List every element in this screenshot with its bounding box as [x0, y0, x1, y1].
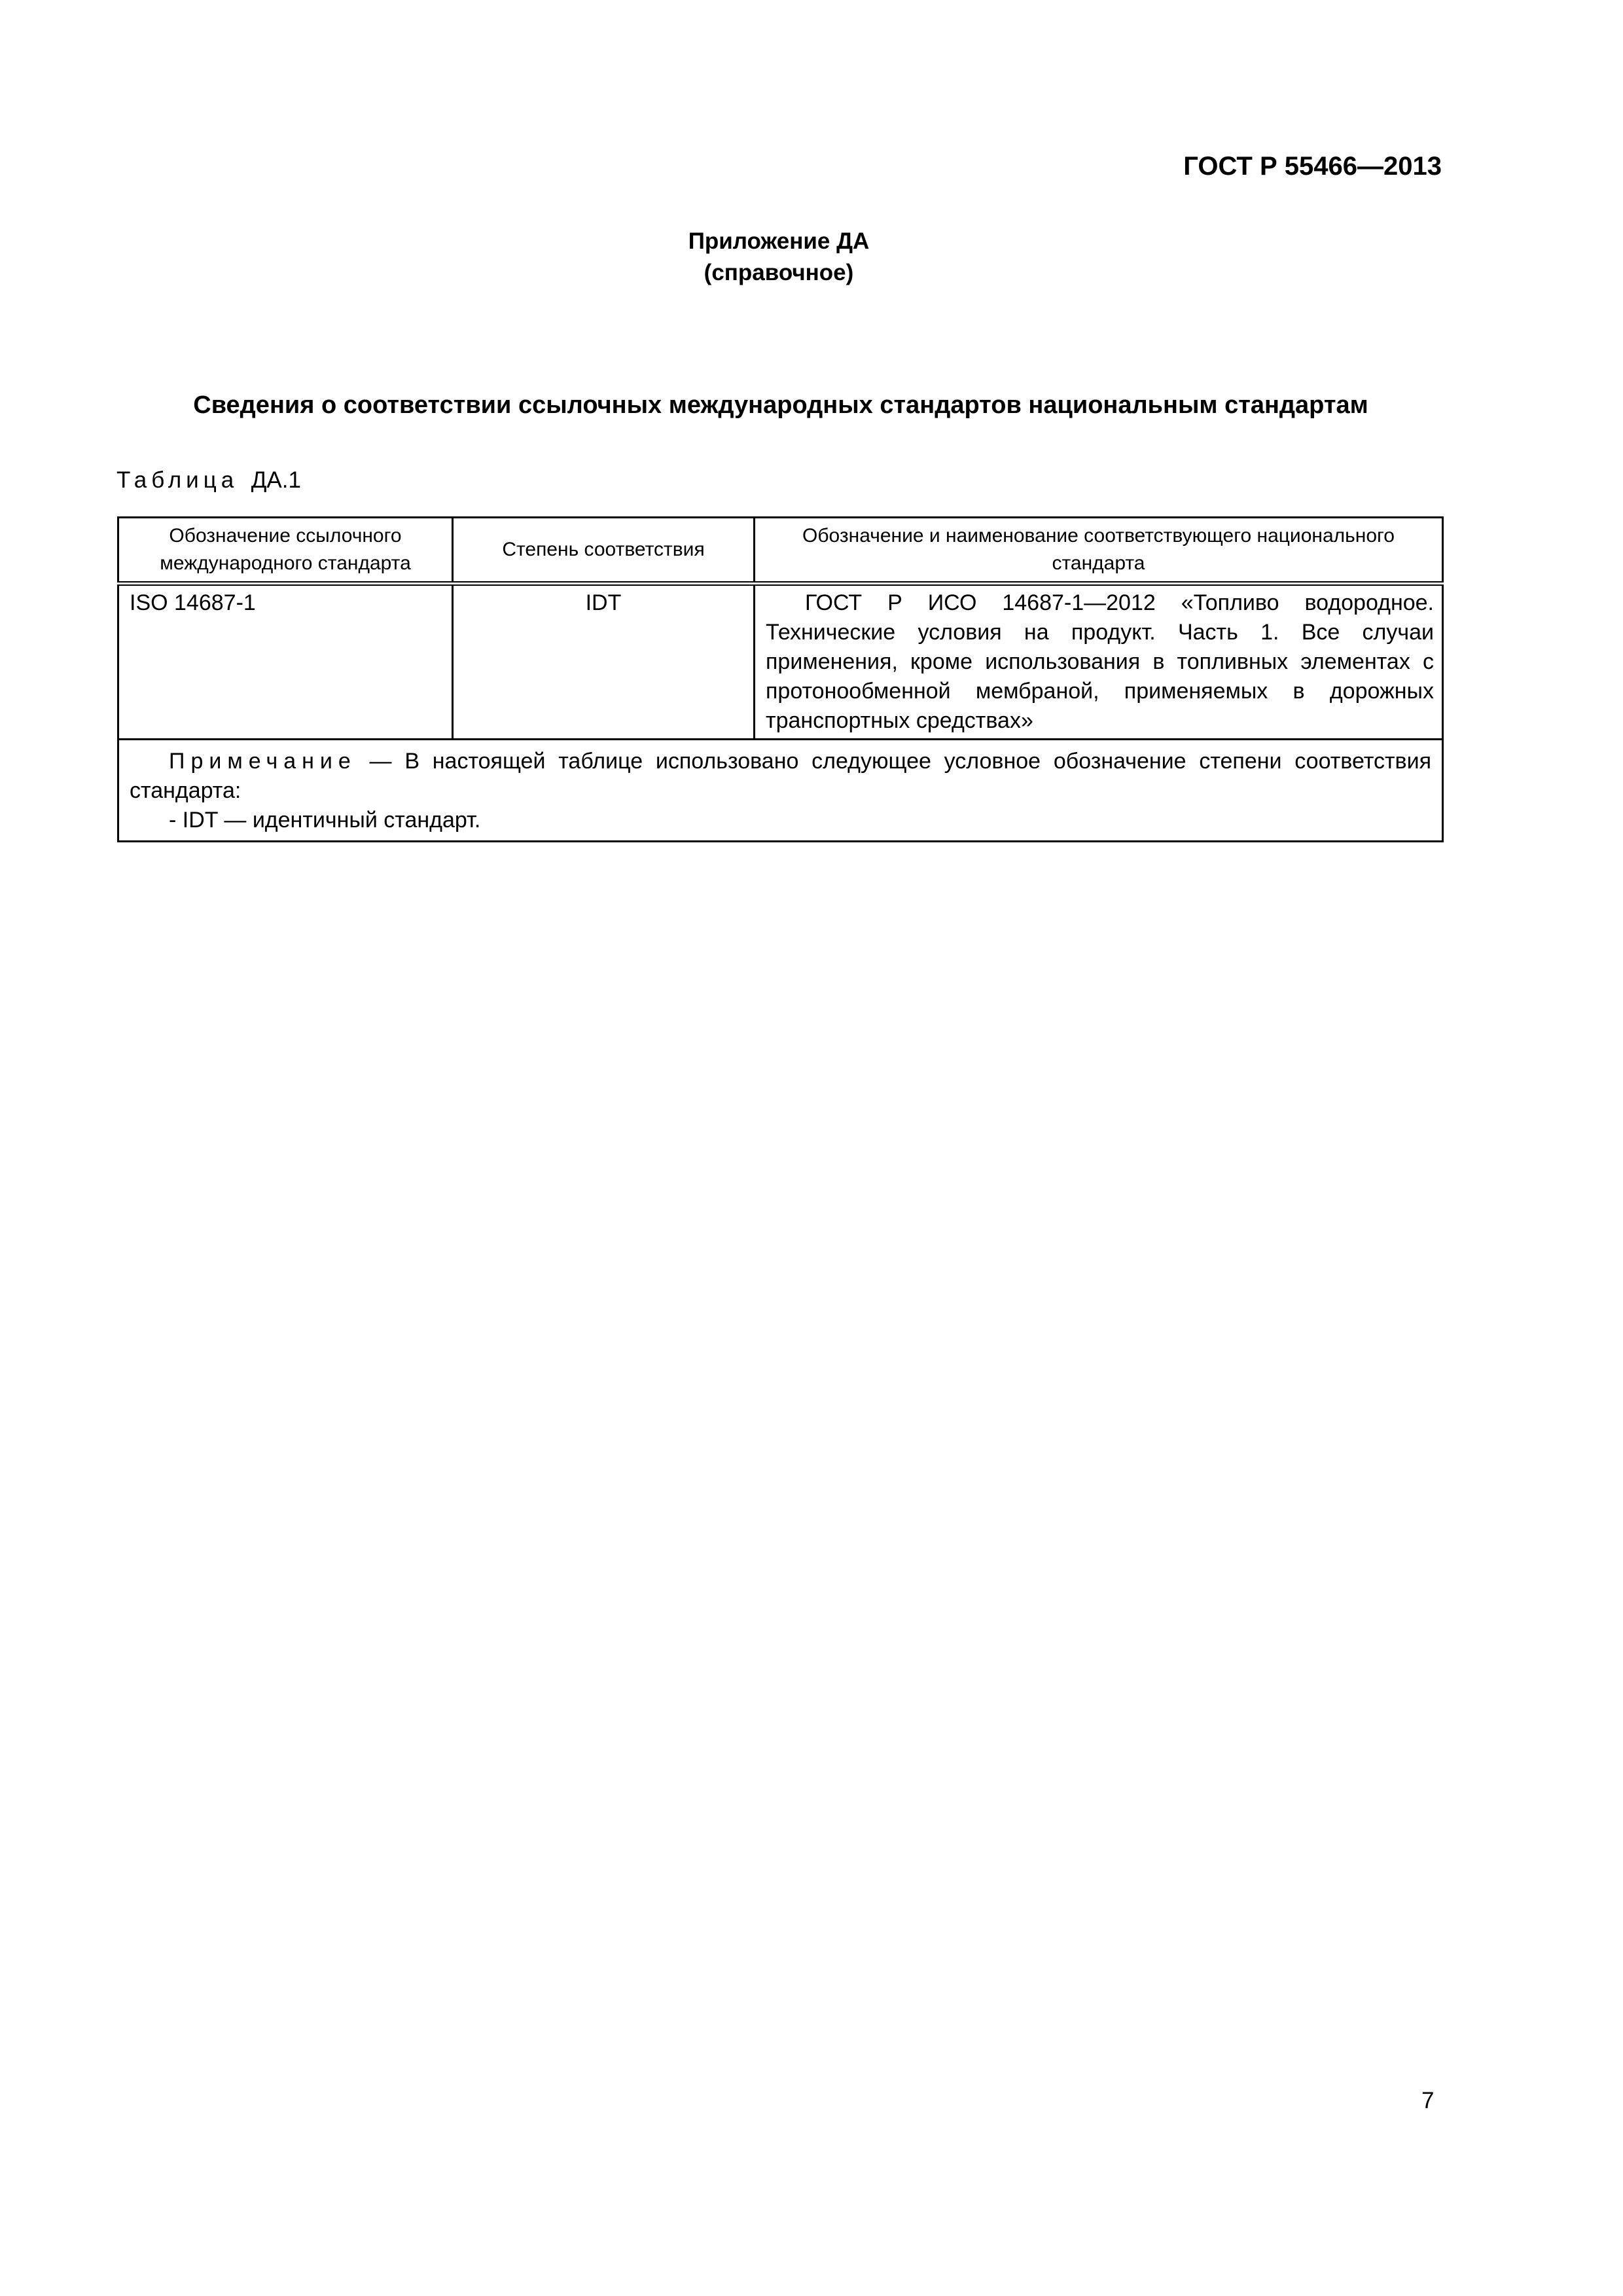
table-note-row — [118, 740, 1443, 842]
table-label-number: ДА.1 — [251, 467, 301, 493]
table-label — [116, 467, 301, 493]
note-text: — В настоящей таблице использовано следующее условное обозначение степени соответствия стандарта: — [130, 749, 1431, 803]
note-label: Примечание — [169, 749, 357, 774]
document-code: ГОСТ Р 55466—2013 — [1183, 152, 1442, 181]
appendix-title: Приложение ДА — [688, 228, 870, 254]
note-item: - IDT — идентичный стандарт. — [169, 808, 481, 833]
table-label-word: Таблица — [116, 467, 239, 493]
appendix-title-block — [0, 226, 1558, 289]
appendix-subtitle: (справочное) — [704, 260, 854, 285]
column-header-intl: Обозначение ссылочного международного стандарта — [118, 518, 453, 584]
cell-degree: IDT — [453, 584, 755, 740]
cell-intl-standard: ISO 14687-1 — [118, 584, 453, 740]
table-row — [118, 584, 1443, 740]
table-note — [118, 740, 1443, 842]
column-header-degree: Степень соответствия — [453, 518, 755, 584]
section-heading: Сведения о соответствии ссылочных международных стандартов национальным стандартам — [193, 391, 1368, 419]
cell-national-standard: ГОСТ Р ИСО 14687-1—2012 «Топливо водородное. Технические условия на продукт. Часть 1. Все случаи применения, кроме использования в топливных элементах с протонообменной мембраной, применяемых в дорожных транспортных средствах» — [755, 584, 1443, 740]
table-header-row — [118, 518, 1443, 584]
page-number: 7 — [1421, 2088, 1435, 2113]
column-header-national: Обозначение и наименование соответствующего национального стандарта — [755, 518, 1443, 584]
correspondence-table — [117, 516, 1444, 842]
